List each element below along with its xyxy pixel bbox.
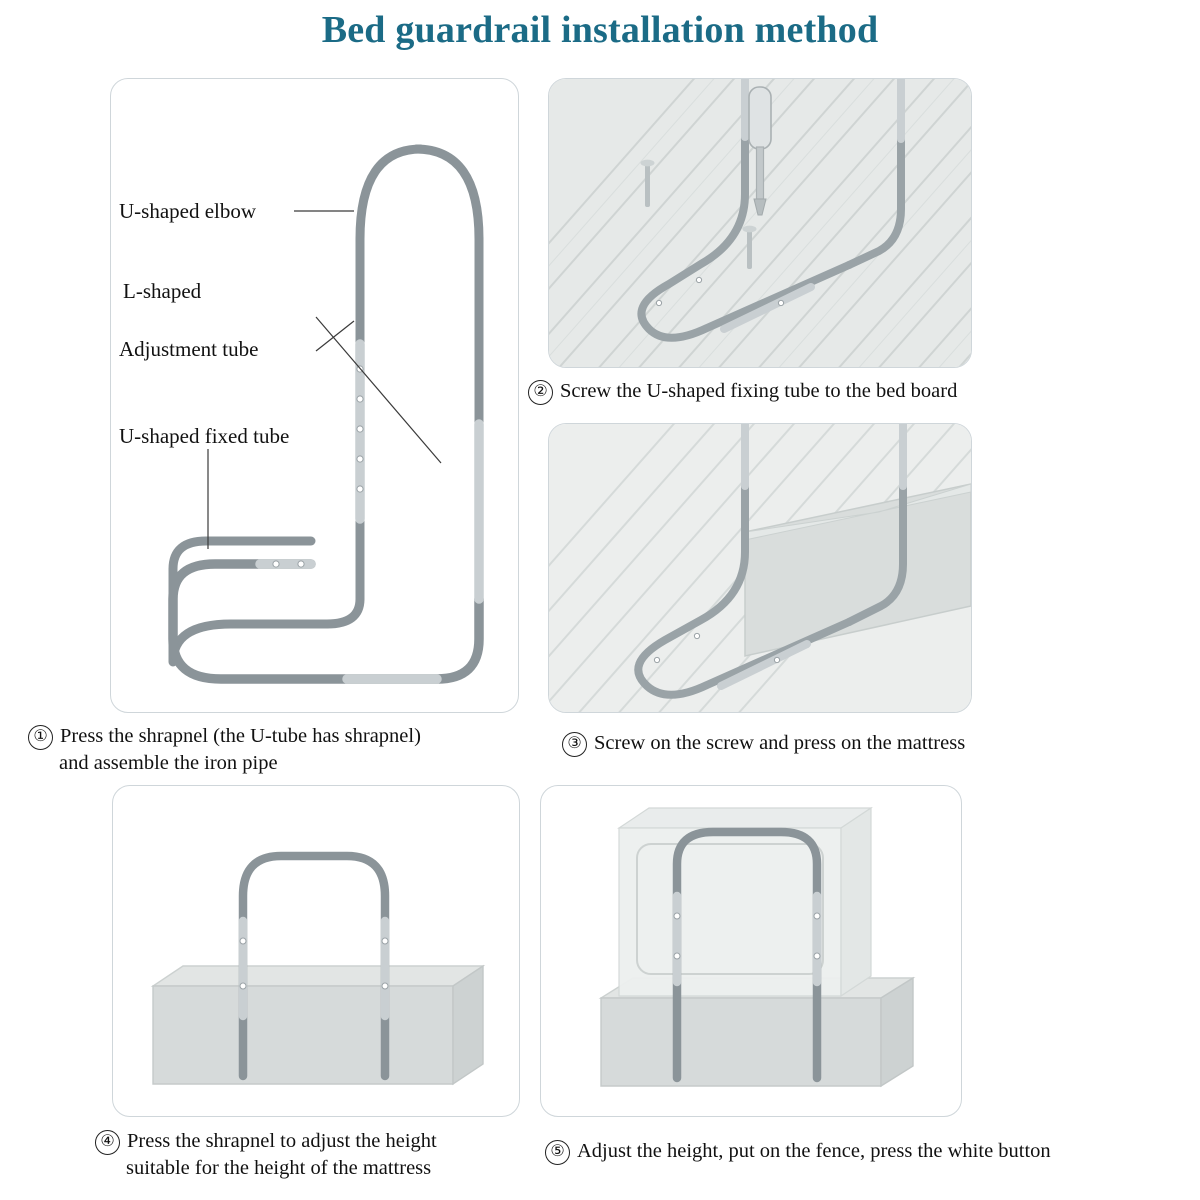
panel-step-2 [548, 78, 972, 368]
label-u-shaped-elbow: U-shaped elbow [119, 199, 257, 223]
step-number-5: ⑤ [545, 1140, 570, 1165]
step-number-4: ④ [95, 1130, 120, 1155]
caption-step-4-line2: suitable for the height of the mattress [126, 1157, 432, 1180]
panel-step-5 [540, 785, 962, 1117]
caption-step-3-line1: Screw on the screw and press on the mattress [594, 732, 966, 754]
caption-step-2-line1: Screw the U-shaped fixing tube to the bed board [560, 380, 958, 402]
step-number-2: ② [528, 380, 553, 405]
caption-step-4 [95, 1128, 555, 1183]
caption-step-4-line1: Press the shrapnel to adjust the height [127, 1130, 437, 1152]
caption-step-3 [562, 730, 1182, 757]
panel-step-3 [548, 423, 972, 713]
step-number-3: ③ [562, 732, 587, 757]
panel-1-illustration [111, 79, 518, 712]
panel-step-4 [112, 785, 520, 1117]
caption-step-1-line1: Press the shrapnel (the U-tube has shrapnel) [60, 725, 421, 747]
caption-step-1-line2: and assemble the iron pipe [59, 752, 278, 775]
caption-step-5-line1: Adjust the height, put on the fence, press the white button [577, 1140, 1051, 1162]
panel-3-illustration [549, 424, 971, 712]
panel-5-illustration [541, 786, 961, 1116]
page-title: Bed guardrail installation method [321, 9, 879, 51]
caption-step-1 [28, 723, 543, 778]
label-adjustment-tube: Adjustment tube [119, 337, 259, 361]
label-l-shaped: L-shaped [123, 279, 202, 303]
label-u-shaped-fixed-tube: U-shaped fixed tube [119, 424, 290, 448]
panel-step-1 [110, 78, 519, 713]
panel-2-illustration [549, 79, 971, 367]
step-number-1: ① [28, 725, 53, 750]
panel-4-illustration [113, 786, 519, 1116]
caption-step-5 [545, 1138, 1185, 1165]
caption-step-2 [528, 378, 1168, 405]
